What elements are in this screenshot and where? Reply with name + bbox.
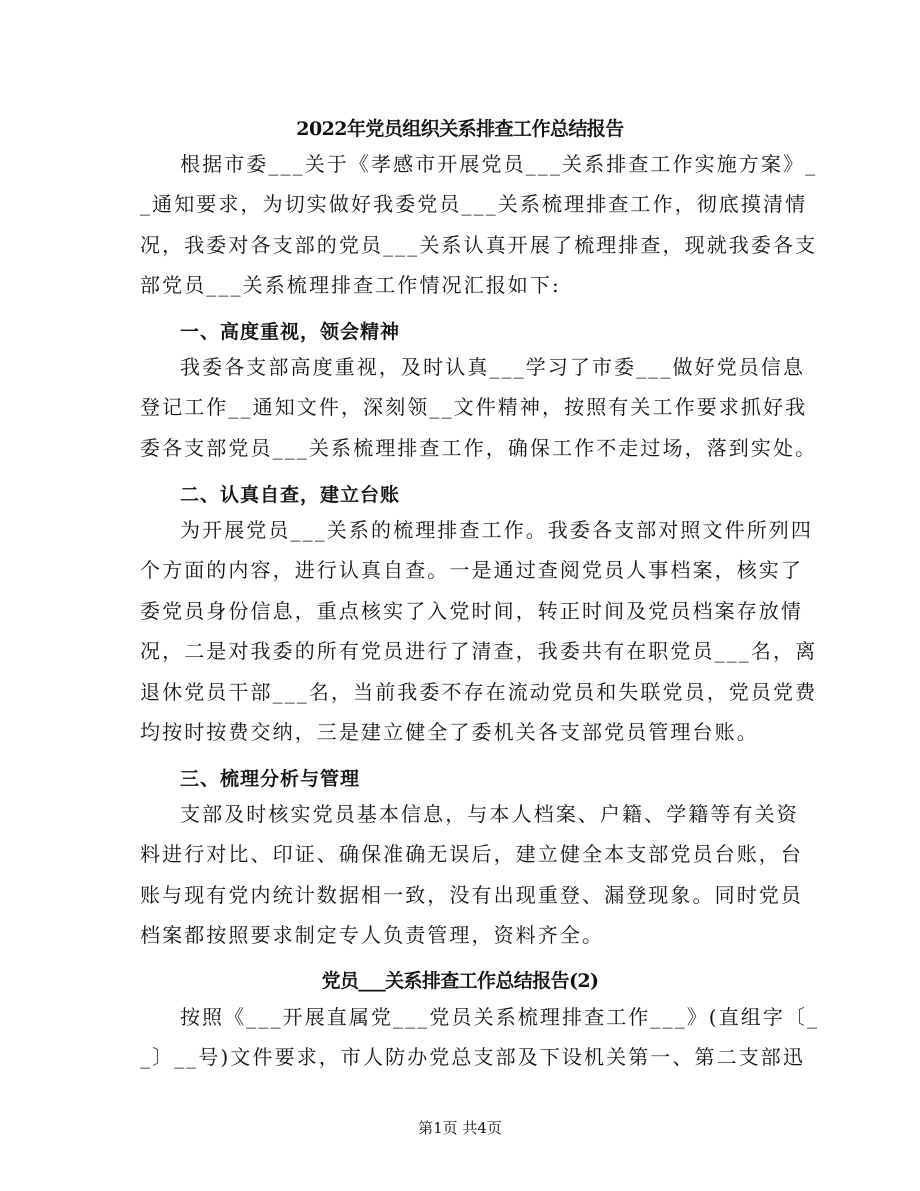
part2-line: _〕__号)文件要求，市人防办党总支部及下设机关第一、第二支部迅 [140,1045,806,1069]
section2-line: 委党员身份信息，重点核实了入党时间，转正时间及党员档案存放情 [140,599,803,623]
section1-line: 委各支部党员___关系梳理排查工作，确保工作不走过场，落到实处。 [140,436,818,460]
section3-line: 账与现有党内统计数据相一致，没有出现重登、漏登现象。同时党员 [140,883,803,907]
section1-line: 登记工作__通知文件，深刻领__文件精神，按照有关工作要求抓好我 [140,395,808,419]
section2-line: 均按时按费交纳，三是建立健全了委机关各支部党员管理台账。 [140,720,759,744]
section2-line: 为开展党员___关系的梳理排查工作。我委各支部对照文件所列四 [180,518,813,542]
document-title: 2022年党员组织关系排查工作总结报告 [296,118,624,140]
section-heading: 三、梳理分析与管理 [180,768,361,790]
intro-line: _通知要求，为切实做好我委党员___关系梳理排查工作，彻底摸清情 [140,192,808,216]
intro-line: 根据市委___关于《孝感市开展党员___关系排查工作实施方案》_ [180,152,818,176]
section3-line: 料进行对比、印证、确保准确无误后，建立健全本支部党员台账，台 [140,842,803,866]
section2-line: 退休党员干部___名，当前我委不存在流动党员和失联党员，党员党费 [140,680,818,704]
part2-line: 按照《___开展直属党___党员关系梳理排查工作___》(直组字〔_ [180,1005,820,1029]
section-heading: 一、高度重视，领会精神 [180,321,401,343]
report-title-2: 党员___关系排查工作总结报告(2) [321,970,599,992]
section3-line: 档案都按照要求制定专人负责管理，资料齐全。 [140,923,605,947]
section2-line: 况，二是对我委的所有党员进行了清查，我委共有在职党员___名，离 [140,639,818,663]
page-number: 第1页 共4页 [418,1119,502,1137]
section3-line: 支部及时核实党员基本信息，与本人档案、户籍、学籍等有关资 [180,802,799,826]
intro-line: 况，我委对各支部的党员___关系认真开展了梳理排查，现就我委各支 [140,233,818,257]
section-heading: 二、认真自查，建立台账 [180,484,401,506]
section1-line: 我委各支部高度重视，及时认真___学习了市委___做好党员信息 [180,355,806,379]
section2-line: 个方面的内容，进行认真自查。一是通过查阅党员人事档案，核实了 [140,558,803,582]
intro-line: 部党员___关系梳理排查工作情况汇报如下: [140,273,561,297]
